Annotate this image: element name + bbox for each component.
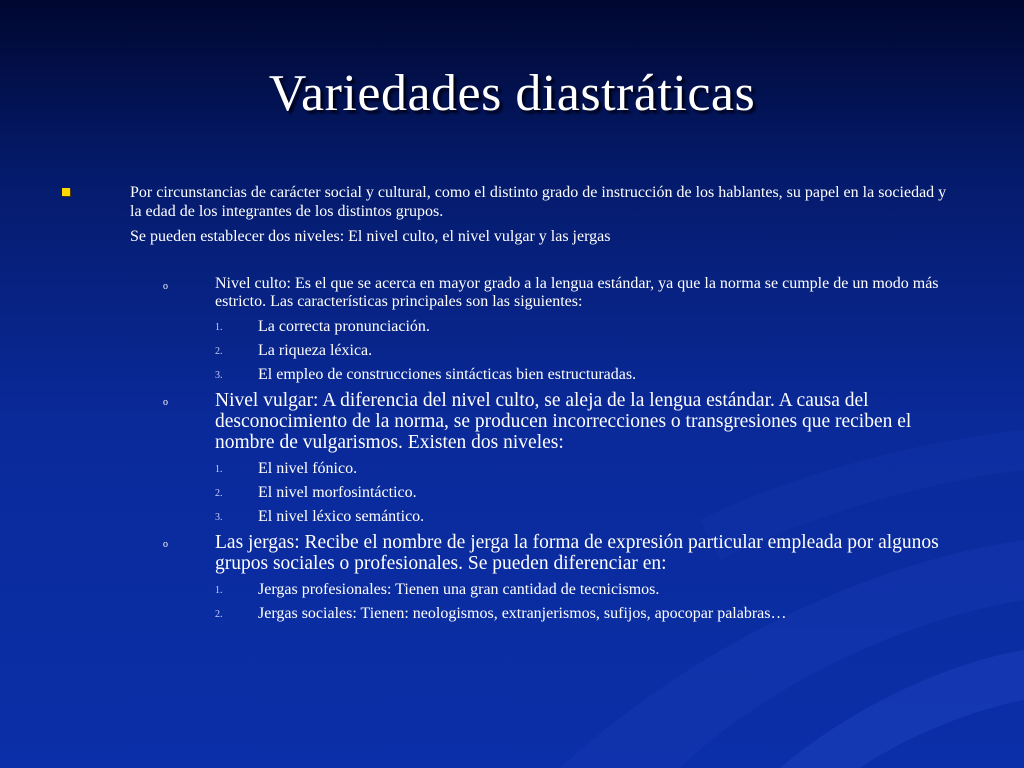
list-number: 2.	[215, 488, 223, 499]
section-nivel-culto: Nivel culto: Es el que se acerca en mayor grado a la lengua estándar, ya que la norma se cumple de un modo más estricto. Las características principales son las siguientes:	[215, 275, 939, 310]
section-las-jergas: Las jergas: Recibe el nombre de jerga la forma de expresión particular empleada por algunos grupos sociales o profesionales. Se pueden diferenciar en:	[215, 532, 939, 574]
slide-title: Variedades diastráticas	[268, 65, 756, 122]
list-item: El nivel fónico.	[258, 460, 358, 477]
circle-bullet-icon: o	[163, 539, 168, 550]
section-nivel-vulgar: Nivel vulgar: A diferencia del nivel culto, se aleja de la lengua estándar. A causa del desconocimiento de la norma, se producen incorrecciones o transgresiones que reciben el nombre de vulgarismos. Existen dos niveles:	[215, 390, 912, 453]
circle-bullet-icon: o	[163, 281, 168, 292]
square-bullet-icon	[62, 188, 70, 196]
intro-paragraph: Por circunstancias de carácter social y cultural, como el distinto grado de instrucción de los hablantes, su papel en la sociedad y la edad de los integrantes de los distintos grupos.	[130, 184, 947, 220]
list-item: La correcta pronunciación.	[258, 318, 430, 335]
list-number: 3.	[215, 370, 223, 381]
list-number: 1.	[215, 464, 223, 475]
list-item: La riqueza léxica.	[258, 342, 373, 359]
list-number: 3.	[215, 512, 223, 523]
list-number: 2.	[215, 609, 223, 620]
list-item: El nivel morfosintáctico.	[258, 484, 417, 501]
circle-bullet-icon: o	[163, 397, 168, 408]
list-number: 2.	[215, 346, 223, 357]
list-item: Jergas sociales: Tienen: neologismos, extranjerismos, sufijos, apocopar palabras…	[258, 605, 787, 622]
list-number: 1.	[215, 585, 223, 596]
intro-paragraph-2: Se pueden establecer dos niveles: El nivel culto, el nivel vulgar y las jergas	[130, 228, 611, 245]
list-item: Jergas profesionales: Tienen una gran cantidad de tecnicismos.	[258, 581, 660, 598]
list-item: El nivel léxico semántico.	[258, 508, 425, 525]
list-number: 1.	[215, 322, 223, 333]
list-item: El empleo de construcciones sintácticas bien estructuradas.	[258, 366, 637, 383]
